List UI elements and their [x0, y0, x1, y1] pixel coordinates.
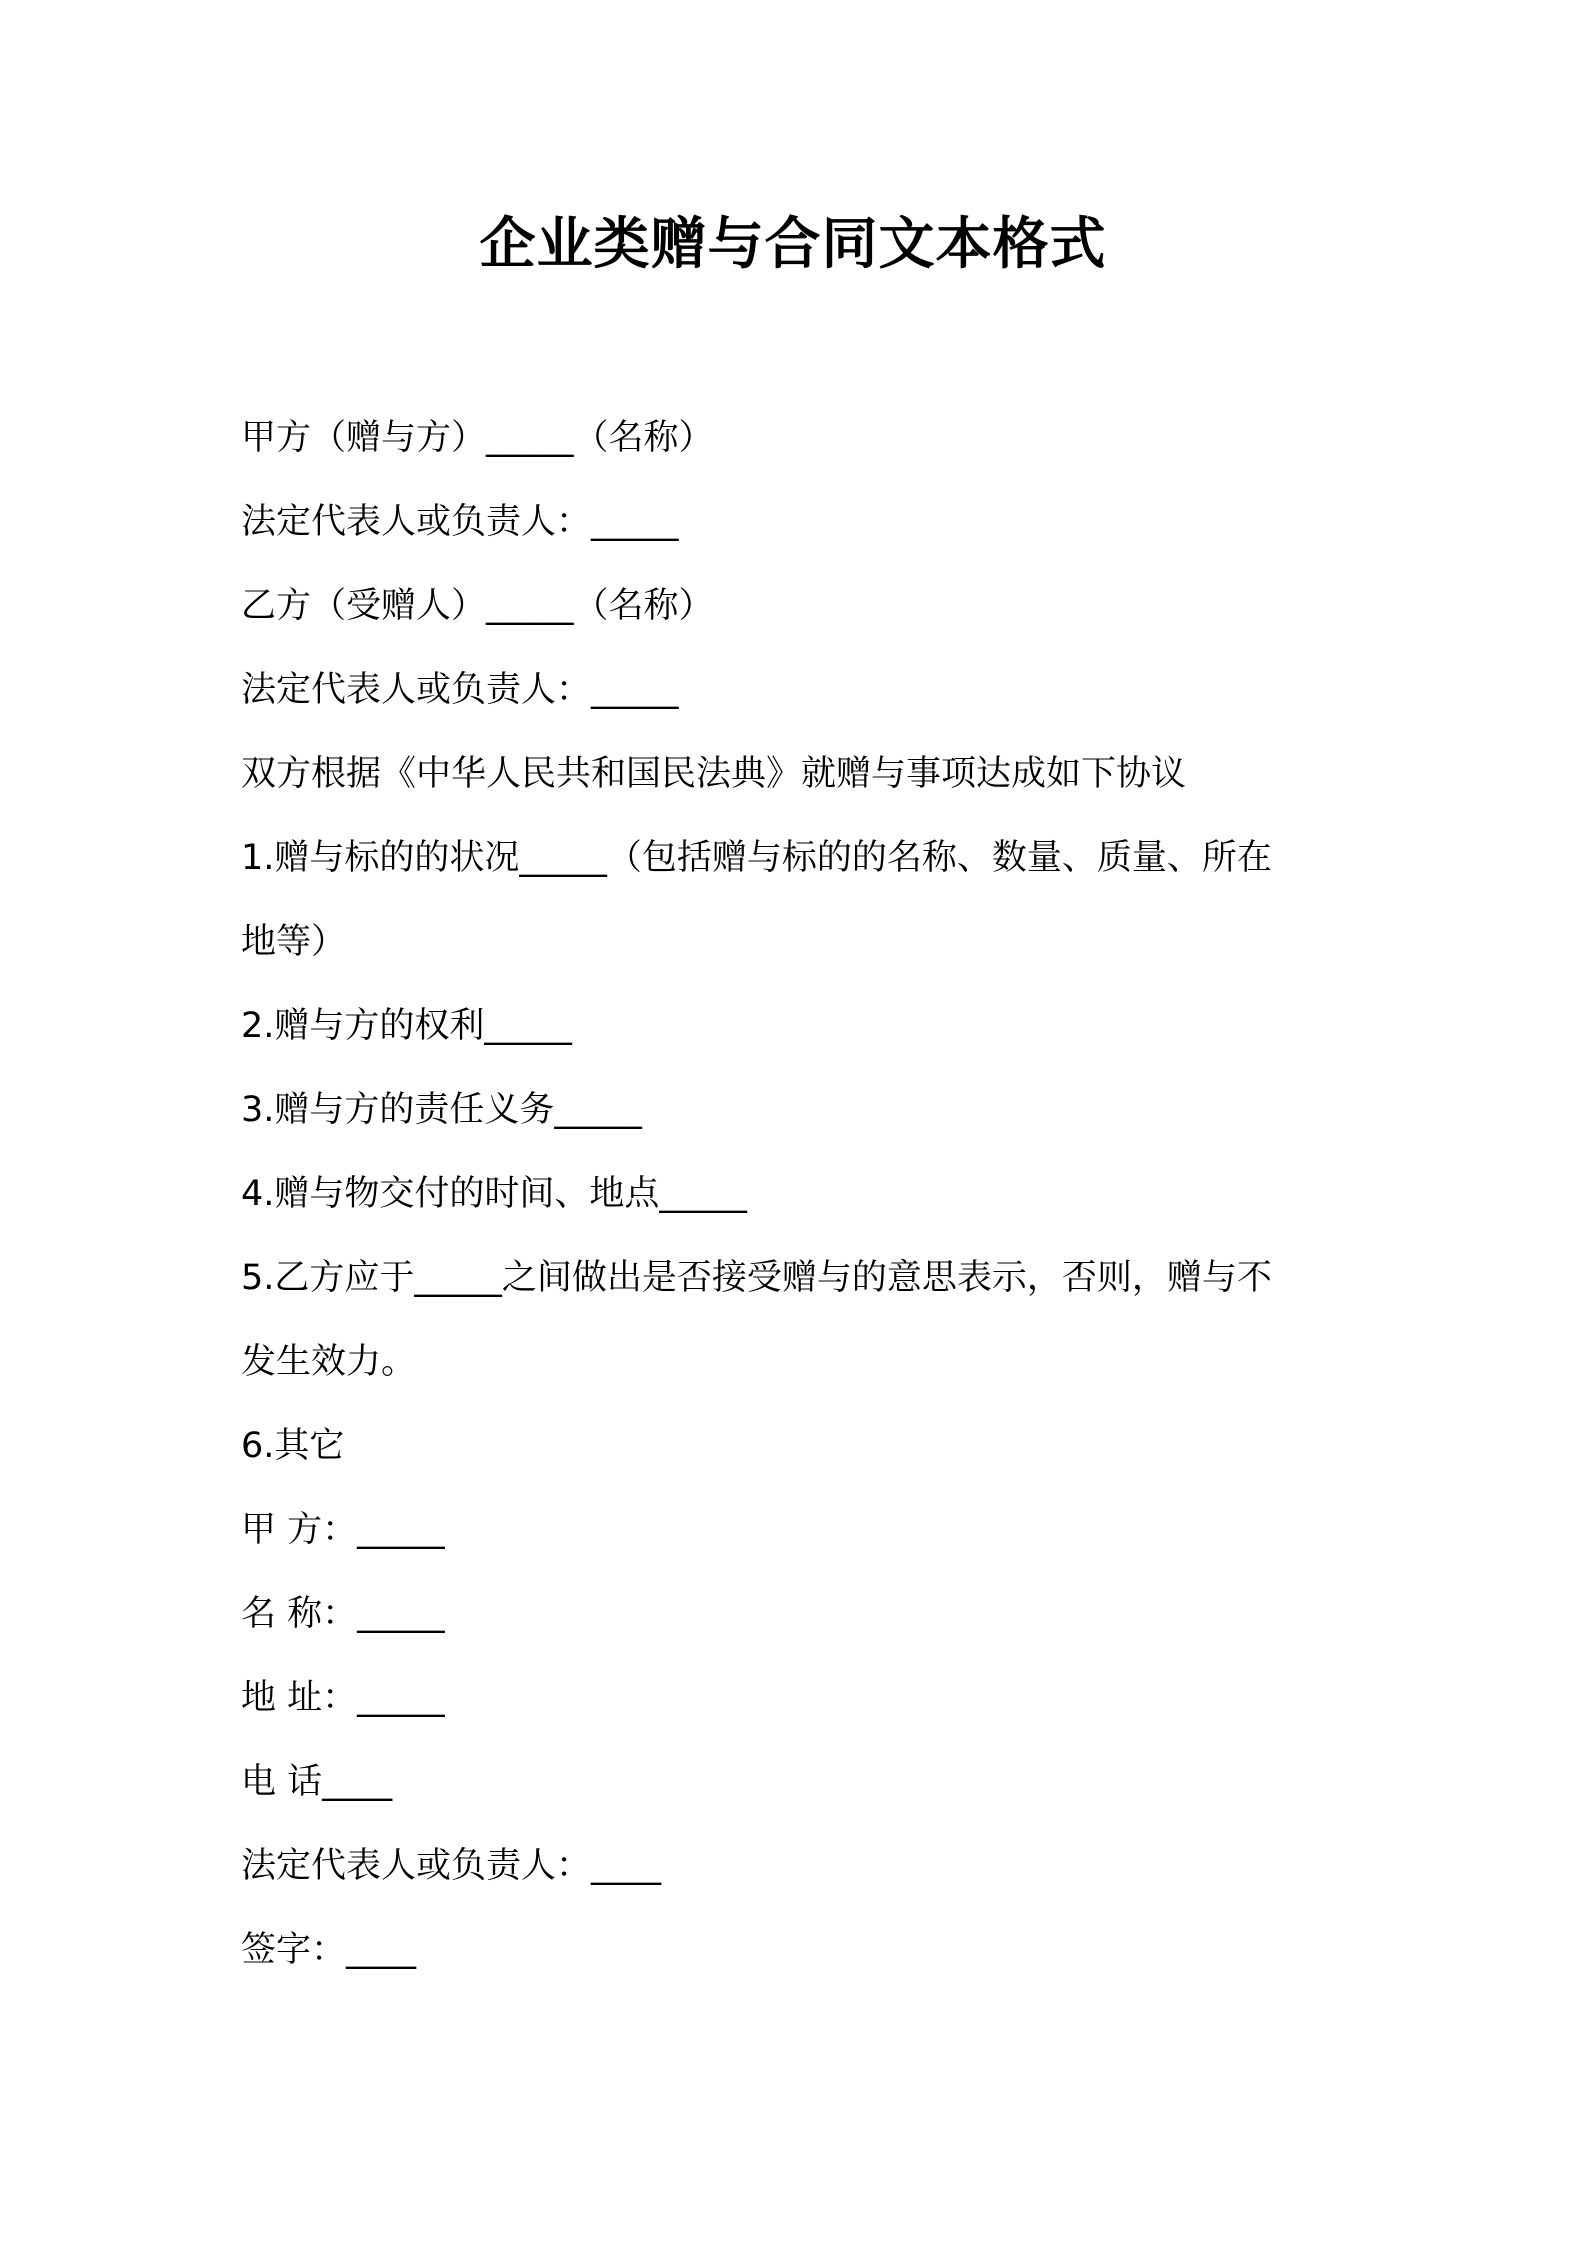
- clause-4: 4.赠与物交付的时间、地点_____: [241, 1174, 747, 1214]
- signature-party-a: 甲 方：_____: [241, 1510, 445, 1550]
- signature-sign: 签字：____: [241, 1930, 417, 1970]
- clause-5-line-2: 发生效力。: [241, 1342, 417, 1382]
- signature-name: 名 称：_____: [241, 1594, 445, 1634]
- clause-1-line-2: 地等）: [241, 922, 347, 962]
- clause-3: 3.赠与方的责任义务_____: [241, 1090, 642, 1130]
- signature-address: 地 址：_____: [241, 1678, 445, 1718]
- party-b-line: 乙方（受赠人）_____（名称）: [241, 586, 714, 626]
- clause-5-line-1: 5.乙方应于_____之间做出是否接受赠与的意思表示，否则，赠与不: [241, 1258, 1272, 1298]
- clause-1-line-1: 1.赠与标的的状况_____（包括赠与标的的名称、数量、质量、所在: [241, 838, 1272, 878]
- signature-phone: 电 话____: [241, 1762, 393, 1802]
- signature-representative: 法定代表人或负责人：____: [241, 1846, 662, 1886]
- party-b-representative-line: 法定代表人或负责人：_____: [241, 670, 679, 710]
- party-a-line: 甲方（赠与方）_____（名称）: [241, 418, 714, 458]
- party-a-representative-line: 法定代表人或负责人：_____: [241, 502, 679, 542]
- clause-2: 2.赠与方的权利_____: [241, 1006, 572, 1046]
- document-title: 企业类赠与合同文本格式: [479, 212, 1107, 277]
- clause-6: 6.其它: [241, 1426, 345, 1466]
- document-body: [241, 396, 1361, 1992]
- agreement-intro: 双方根据《中华人民共和国民法典》就赠与事项达成如下协议: [241, 754, 1187, 794]
